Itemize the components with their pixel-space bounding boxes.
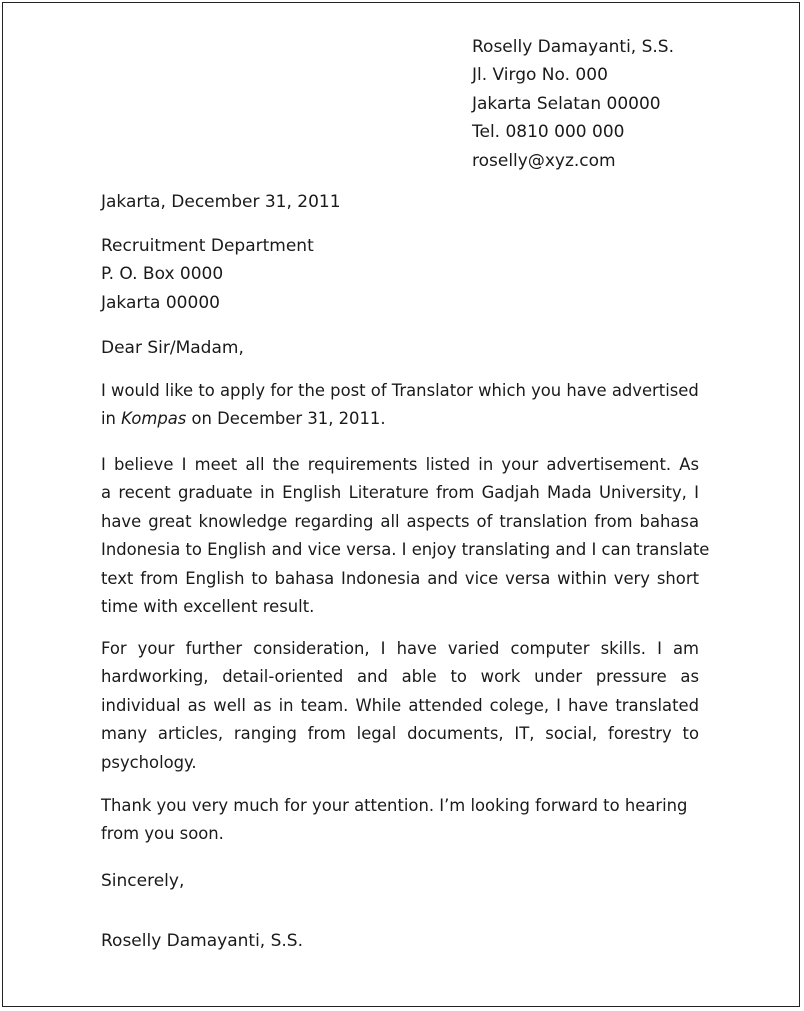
paragraph-line: hardworking, detail-oriented and able to work under pressure as [101,667,699,687]
paragraph-line: individual as well as in team. While attended colege, I have translated [101,695,699,715]
sender-phone: Tel. 0810 000 000 [472,122,625,143]
paragraph-thanks [101,792,699,849]
paragraph-line: I believe I meet all the requirements listed in your advertisement. As [101,455,699,474]
paragraph-qualifications [101,451,710,621]
paragraph-line: many articles, ranging from legal documents, IT, social, forestry to [101,724,699,744]
newspaper-name: Kompas [121,409,187,429]
recipient-department: Recruitment Department [101,236,314,256]
letter-date [101,188,699,216]
paragraph-line: For your further consideration, I have varied computer skills. I am [101,639,699,658]
paragraph-line: text from English to bahasa Indonesia and vice versa within very short [101,568,699,588]
paragraph-line: time with excellent result. [101,597,315,617]
paragraph-line: have great knowledge regarding all aspects of translation from bahasa [101,511,699,531]
recipient-address [101,232,699,317]
text-run: in [101,409,122,429]
paragraph-skills [101,635,699,777]
sender-address [472,33,674,175]
paragraph-line: Indonesia to English and vice versa. I enjoy translating and I can translate [101,540,710,560]
closing-text: Sincerely, [101,871,185,891]
paragraph-line: I would like to apply for the post of Translator which you have advertised [101,381,699,400]
signature-name: Roselly Damayanti, S.S. [101,931,303,951]
date-text: Jakarta, December 31, 2011 [101,192,341,212]
salutation-text: Dear Sir/Madam, [101,338,244,358]
signature [101,927,699,955]
recipient-box: P. O. Box 0000 [101,264,224,285]
paragraph-line: psychology. [101,752,197,772]
closing [101,867,699,895]
paragraph-line: a recent graduate in English Literature from Gadjah Mada University, I [101,483,699,503]
paragraph-line: from you soon. [101,824,224,844]
salutation [101,334,699,362]
letter-page [2,2,800,1007]
sender-email: roselly@xyz.com [472,150,616,171]
text-run: on December 31, 2011. [186,409,386,429]
sender-name: Roselly Damayanti, S.S. [472,37,674,57]
paragraph-line [101,405,699,433]
paragraph-application [101,377,699,434]
paragraph-line: Thank you very much for your attention. I’m looking forward to hearing [101,796,688,815]
recipient-city: Jakarta 00000 [101,292,220,313]
sender-street: Jl. Virgo No. 000 [472,65,608,86]
sender-city: Jakarta Selatan 00000 [472,93,661,114]
